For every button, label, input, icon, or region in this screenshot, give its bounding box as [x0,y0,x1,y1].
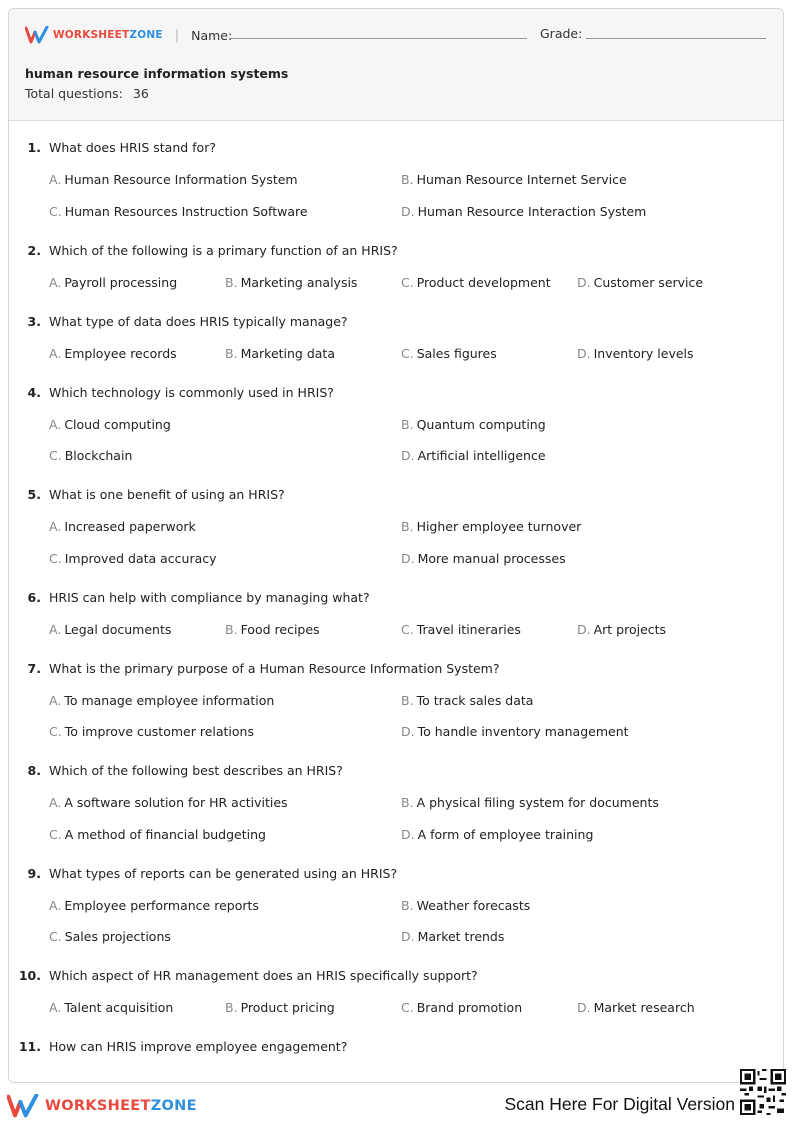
question-number: 5. [27,487,41,502]
answer-option[interactable] [225,275,357,290]
answer-option[interactable] [49,448,132,463]
question-text: Which aspect of HR management does an HRIS specifically support? [49,968,478,983]
option-letter: C. [401,274,414,290]
option-letter: D. [401,448,415,463]
question-text: What is one benefit of using an HRIS? [49,487,285,502]
option-text: Improved data accuracy [64,550,217,566]
option-text: Brand promotion [416,1000,523,1015]
answer-option[interactable] [49,622,171,637]
total-questions [25,86,149,101]
option-text: Sales projections [64,929,171,944]
footer-brand-part-zone: ZONE [150,1098,197,1114]
question-number: 8. [27,763,41,778]
option-text: Legal documents [64,621,172,637]
option-letter: A. [49,172,62,187]
option-text: To manage employee information [64,692,275,708]
option-text: Product pricing [240,1000,335,1015]
answer-option[interactable] [49,346,177,361]
option-text: Market trends [417,929,505,944]
worksheet-sheet [8,8,784,1083]
answer-option[interactable] [49,898,259,913]
question-number: 3. [27,313,41,329]
option-letter: A. [49,692,62,708]
option-letter: C. [49,826,62,842]
option-letter: D. [401,826,415,842]
option-letter: A. [49,795,62,810]
question-text: HRIS can help with compliance by managing what? [49,589,370,605]
worksheetzone-logo-icon [25,26,49,44]
answer-option[interactable] [49,724,254,739]
option-letter: A. [49,345,62,361]
option-letter: A. [49,274,62,290]
worksheetzone-logo-icon [7,1094,39,1118]
option-letter: D. [577,1000,591,1015]
answer-option[interactable] [225,346,335,361]
option-text: Art projects [593,621,667,637]
option-letter: D. [577,621,591,637]
option-text: Human Resource Internet Service [416,172,627,187]
answer-option[interactable] [401,172,627,187]
option-letter: B. [225,1000,238,1015]
option-text: Product development [416,274,551,290]
option-text: To improve customer relations [64,724,254,739]
footer-logo [7,1094,197,1118]
worksheet-title: human resource information systems [25,66,289,81]
answer-option[interactable] [49,1000,173,1015]
option-letter: C. [49,448,62,463]
question-number: 4. [27,384,41,400]
question-text: Which technology is commonly used in HRIS? [49,384,334,400]
answer-option[interactable] [577,275,703,290]
option-letter: C. [401,345,414,361]
answer-option[interactable] [49,795,288,810]
option-text: Human Resource Information System [64,172,298,187]
answer-option[interactable] [401,1000,522,1015]
option-letter: B. [401,795,414,810]
question-text: What types of reports can be generated using an HRIS? [49,865,398,881]
brand-part-worksheet: WORKSHEET [53,29,130,41]
option-text: More manual processes [417,550,566,566]
option-text: Food recipes [240,621,320,637]
answer-option[interactable] [401,795,659,810]
option-text: To track sales data [416,692,534,708]
option-text: Blockchain [64,448,133,463]
answer-option[interactable] [401,204,646,219]
option-text: To handle inventory management [417,724,629,739]
answer-option[interactable] [401,519,581,534]
option-letter: B. [401,692,414,708]
name-field[interactable] [229,38,527,39]
option-text: Human Resource Interaction System [417,203,647,219]
option-text: A method of financial budgeting [64,826,266,842]
option-letter: C. [49,203,62,219]
option-text: Talent acquisition [64,1000,174,1015]
option-text: Employee performance reports [64,897,259,913]
answer-option[interactable] [225,622,320,637]
option-letter: A. [49,897,62,913]
question-text: What is the primary purpose of a Human Resource Information System? [49,660,500,676]
answer-option[interactable] [577,346,694,361]
option-letter: D. [401,724,415,739]
question-text: Which of the following best describes an HRIS? [49,763,343,778]
option-letter: C. [49,724,62,739]
option-text: A physical filing system for documents [416,795,659,810]
footer-brand-name [45,1098,197,1114]
question-text: What does HRIS stand for? [49,140,216,155]
qr-code-icon[interactable] [740,1069,786,1115]
option-letter: B. [401,172,414,187]
total-label: Total questions: [25,86,123,101]
option-text: Quantum computing [416,416,546,432]
grade-label: Grade: [540,26,583,41]
answer-option[interactable] [401,417,546,432]
worksheet-header [9,9,783,121]
answer-option[interactable] [49,275,177,290]
question-text: What type of data does HRIS typically manage? [49,313,348,329]
brand-name [53,29,163,41]
answer-option[interactable] [49,204,308,219]
answer-option[interactable] [401,448,546,463]
answer-option[interactable] [401,929,504,944]
option-letter: C. [49,929,62,944]
answer-option[interactable] [49,519,196,534]
option-letter: C. [49,550,62,566]
option-letter: A. [49,519,62,534]
option-letter: C. [401,621,414,637]
answer-option[interactable] [49,693,274,708]
option-letter: B. [225,274,238,290]
option-letter: B. [401,416,414,432]
footer-brand-part-worksheet: WORKSHEET [45,1098,151,1114]
option-text: Inventory levels [593,345,694,361]
answer-option[interactable] [577,622,666,637]
answer-option[interactable] [577,1000,695,1015]
total-value: 36 [132,86,149,101]
option-letter: D. [577,274,591,290]
option-text: Travel itineraries [416,621,521,637]
option-letter: D. [401,550,415,566]
option-text: Payroll processing [64,274,178,290]
option-text: Marketing data [240,345,335,361]
answer-option[interactable] [49,827,266,842]
question-number: 9. [27,865,41,881]
option-letter: C. [401,1000,414,1015]
option-text: Cloud computing [64,416,171,432]
option-letter: A. [49,1000,62,1015]
answer-option[interactable] [49,551,217,566]
option-text: Employee records [64,345,177,361]
option-text: Artificial intelligence [417,448,546,463]
option-letter: B. [225,621,238,637]
question-text: Which of the following is a primary function of an HRIS? [49,242,398,258]
option-letter: B. [225,345,238,361]
answer-option[interactable] [401,898,530,913]
option-text: Sales figures [416,345,497,361]
brand-part-zone: ZONE [129,29,163,41]
answer-option[interactable] [401,275,551,290]
answer-option[interactable] [401,346,497,361]
option-letter: D. [401,203,415,219]
question-text: How can HRIS improve employee engagement? [49,1039,348,1054]
grade-field[interactable] [586,38,766,39]
question-number: 10. [18,968,41,983]
header-logo [25,26,232,44]
option-letter: B. [401,897,414,913]
option-text: A form of employee training [417,826,594,842]
question-number: 2. [27,242,41,258]
answer-option[interactable] [401,551,566,566]
answer-option[interactable] [49,417,171,432]
question-number: 6. [27,589,41,605]
question-number: 1. [27,140,41,155]
option-text: Higher employee turnover [416,519,582,534]
option-text: Increased paperwork [64,519,196,534]
answer-option[interactable] [401,622,521,637]
scan-text: Scan Here For Digital Version [504,1094,735,1114]
option-text: Weather forecasts [416,897,531,913]
option-letter: B. [401,519,414,534]
header-divider: | [174,27,180,43]
question-number: 7. [27,660,41,676]
option-text: Human Resources Instruction Software [64,203,308,219]
option-letter: D. [577,345,591,361]
answer-option[interactable] [401,724,629,739]
option-letter: D. [401,929,415,944]
answer-option[interactable] [49,929,171,944]
answer-option[interactable] [401,827,593,842]
option-letter: A. [49,621,62,637]
answer-option[interactable] [225,1000,335,1015]
answer-option[interactable] [49,172,298,187]
option-text: Customer service [593,274,704,290]
option-letter: A. [49,416,62,432]
option-text: Marketing analysis [240,274,358,290]
answer-option[interactable] [401,693,533,708]
question-number: 11. [18,1039,41,1054]
name-label: Name: [191,27,233,43]
option-text: Market research [593,1000,695,1015]
option-text: A software solution for HR activities [64,795,288,810]
